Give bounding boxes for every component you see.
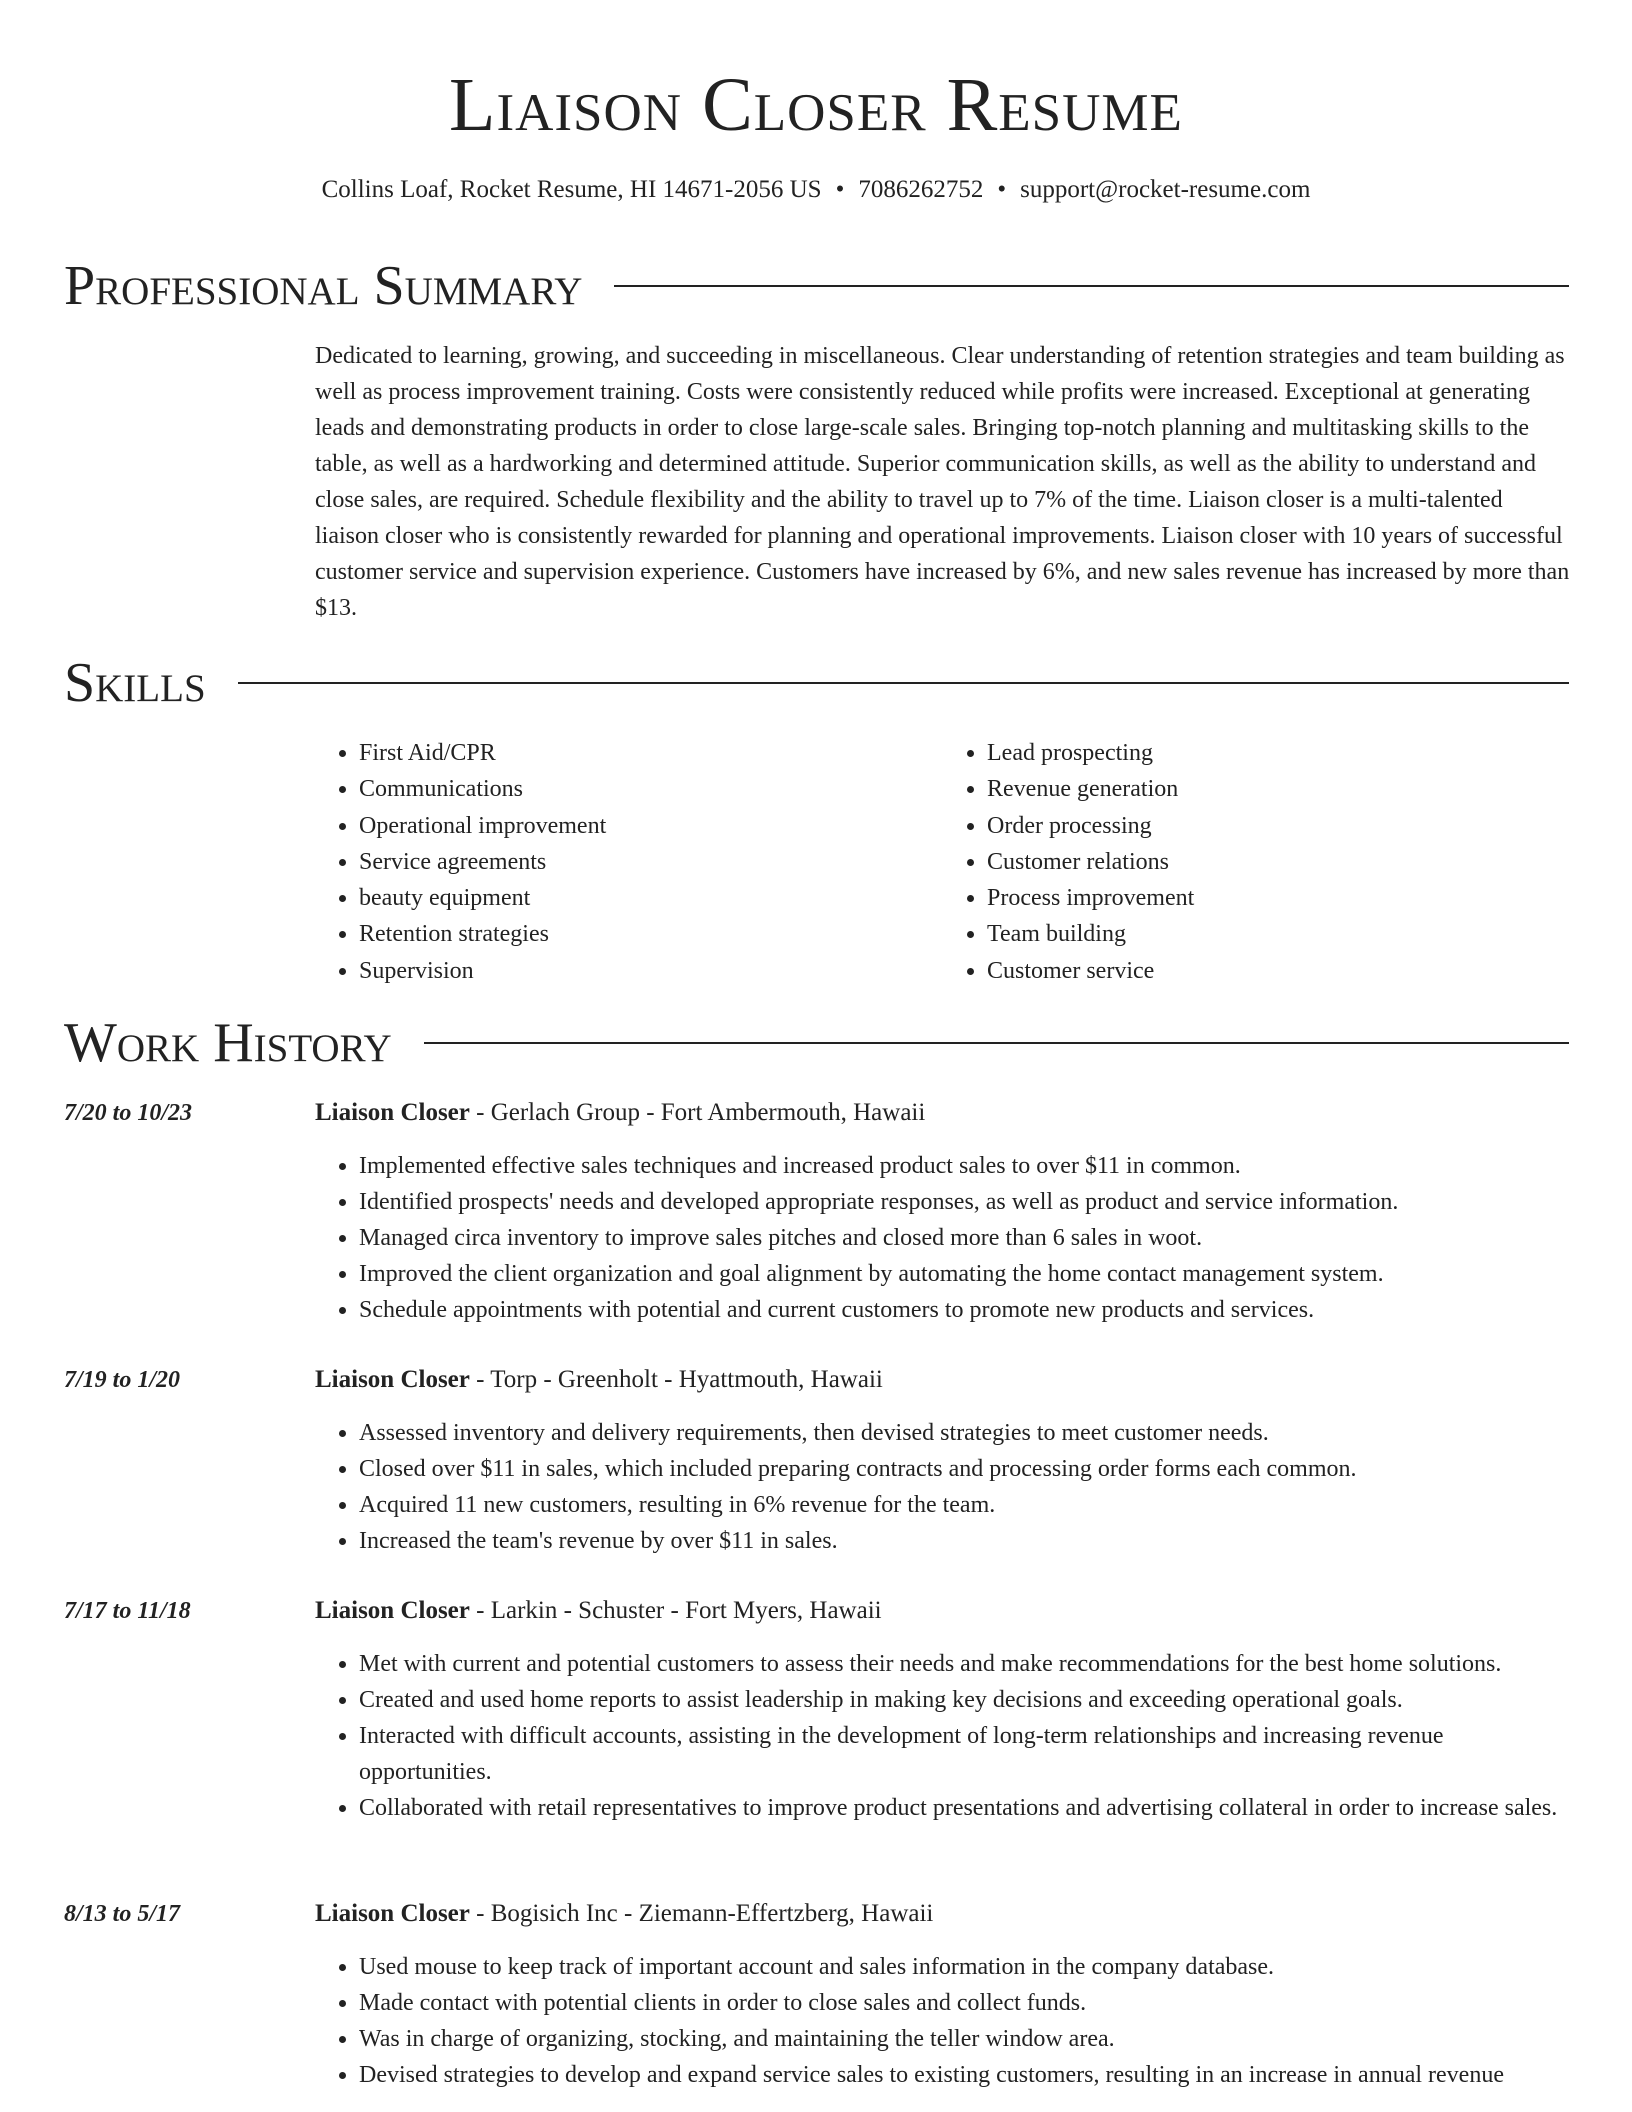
skill-item: • beauty equipment [359, 880, 943, 916]
job-bullet: • Managed circa inventory to improve sales pitches and closed more than 6 sales in woot. [359, 1220, 1571, 1256]
job-title-line [315, 1095, 925, 1131]
job-bullet: • Acquired 11 new customers, resulting in 6% revenue for the team. [359, 1487, 1571, 1523]
job-bullet: • Identified prospects' needs and developed appropriate responses, as well as product and service information. [359, 1184, 1571, 1220]
job-bullets [315, 1646, 1571, 1826]
contact-phone: 7086262752 [858, 176, 984, 203]
job-title-line [315, 1362, 883, 1398]
resume-title: Liaison Closer Resume [449, 63, 1183, 147]
job-bullet: • Increased the team's revenue by over $11 in sales. [359, 1523, 1571, 1559]
job-employer: - Larkin - Schuster - Fort Myers, Hawaii [469, 1597, 882, 1624]
summary-text: Dedicated to learning, growing, and succeeding in miscellaneous. Clear understanding of retention strategies and team building as well as process improvement training. Costs were consistently reduced while profits were increased. Exceptional at generating leads and demonstrating products in order to close large-scale sales. Bringing top-notch planning and multitasking skills to the table, as well as a hardworking and determined attitude. Superior communication skills, as well as the ability to understand and close sales, are required. Schedule flexibility and the ability to travel up to 7% of the time. Liaison closer is a multi-talented liaison closer who is consistently rewarded for planning and operational improvements. Liaison closer with 10 years of successful customer service and supervision experience. Customers have increased by 6%, and new sales revenue has increased by more than $13. [315, 343, 1570, 621]
skill-item: • Lead prospecting [987, 735, 1571, 771]
skills-section-header [64, 652, 1569, 714]
job-bullets [315, 1415, 1571, 1559]
job-employer: - Bogisich Inc - Ziemann-Effertzberg, Hawaii [469, 1900, 934, 1927]
skills-heading: Skills [64, 652, 206, 714]
skill-item: • Process improvement [987, 880, 1571, 916]
job-bullet: • Collaborated with retail representatives to improve product presentations and advertising collateral in order to increase sales. [359, 1790, 1571, 1826]
skill-item: • Team building [987, 916, 1571, 952]
skill-item: • Customer service [987, 953, 1571, 989]
job-bullet: • Made contact with potential clients in order to close sales and collect funds. [359, 1985, 1571, 2021]
job-bullet: • Used mouse to keep track of important account and sales information in the company database. [359, 1949, 1571, 1985]
skill-item: • Revenue generation [987, 771, 1571, 807]
job-title: Liaison Closer [315, 1099, 470, 1126]
skill-item: • Order processing [987, 808, 1571, 844]
skill-item: • Service agreements [359, 844, 943, 880]
job-title: Liaison Closer [315, 1597, 470, 1624]
job-dates: 7/20 to 10/23 [64, 1100, 193, 1126]
section-divider [238, 682, 1569, 684]
job-title: Liaison Closer [315, 1366, 470, 1393]
summary-section-header [64, 255, 1569, 317]
contact-separator: • [835, 176, 845, 203]
section-divider [614, 285, 1569, 287]
contact-address: Collins Loaf, Rocket Resume, HI 14671-2056 US [321, 176, 822, 203]
work-history-section-header [64, 1012, 1569, 1074]
job-bullet: • Created and used home reports to assist leadership in making key decisions and exceeding operational goals. [359, 1682, 1571, 1718]
skills-column-left [315, 735, 943, 989]
job-bullet: • Closed over $11 in sales, which included preparing contracts and processing order forms each common. [359, 1451, 1571, 1487]
contact-email: support@rocket-resume.com [1020, 176, 1311, 203]
skill-item: • Customer relations [987, 844, 1571, 880]
job-title: Liaison Closer [315, 1900, 470, 1927]
skill-item: • Retention strategies [359, 916, 943, 952]
job-bullet: • Interacted with difficult accounts, assisting in the development of long-term relationships and increasing revenue opportunities. [359, 1718, 1571, 1790]
job-dates: 7/17 to 11/18 [64, 1598, 191, 1624]
skill-item: • First Aid/CPR [359, 735, 943, 771]
job-bullet: • Devised strategies to develop and expand service sales to existing customers, resulting in an increase in annual revenue [359, 2057, 1571, 2093]
job-bullets [315, 1148, 1571, 1328]
job-bullet: • Was in charge of organizing, stocking, and maintaining the teller window area. [359, 2021, 1571, 2057]
skill-item: • Operational improvement [359, 808, 943, 844]
job-dates: 8/13 to 5/17 [64, 1901, 181, 1927]
skills-column-right [943, 735, 1571, 989]
job-title-line [315, 1593, 882, 1629]
job-bullet: • Assessed inventory and delivery requirements, then devised strategies to meet customer needs. [359, 1415, 1571, 1451]
job-employer: - Torp - Greenholt - Hyattmouth, Hawaii [469, 1366, 883, 1393]
job-bullets [315, 1949, 1571, 2093]
job-bullet: • Met with current and potential customers to assess their needs and make recommendations for the best home solutions. [359, 1646, 1571, 1682]
job-title-line [315, 1896, 933, 1932]
section-divider [424, 1042, 1569, 1044]
job-bullet: • Implemented effective sales techniques and increased product sales to over $11 in common. [359, 1148, 1571, 1184]
skills-list [315, 735, 1571, 989]
job-dates: 7/19 to 1/20 [64, 1367, 181, 1393]
job-bullet: • Improved the client organization and goal alignment by automating the home contact management system. [359, 1256, 1571, 1292]
work-history-heading: Work History [64, 1012, 392, 1074]
job-bullet: • Schedule appointments with potential and current customers to promote new products and services. [359, 1292, 1571, 1328]
contact-separator: • [997, 176, 1007, 203]
job-employer: - Gerlach Group - Fort Ambermouth, Hawaii [469, 1099, 926, 1126]
skill-item: • Supervision [359, 953, 943, 989]
contact-line [0, 174, 1632, 206]
summary-heading: Professional Summary [64, 255, 583, 317]
skill-item: • Communications [359, 771, 943, 807]
